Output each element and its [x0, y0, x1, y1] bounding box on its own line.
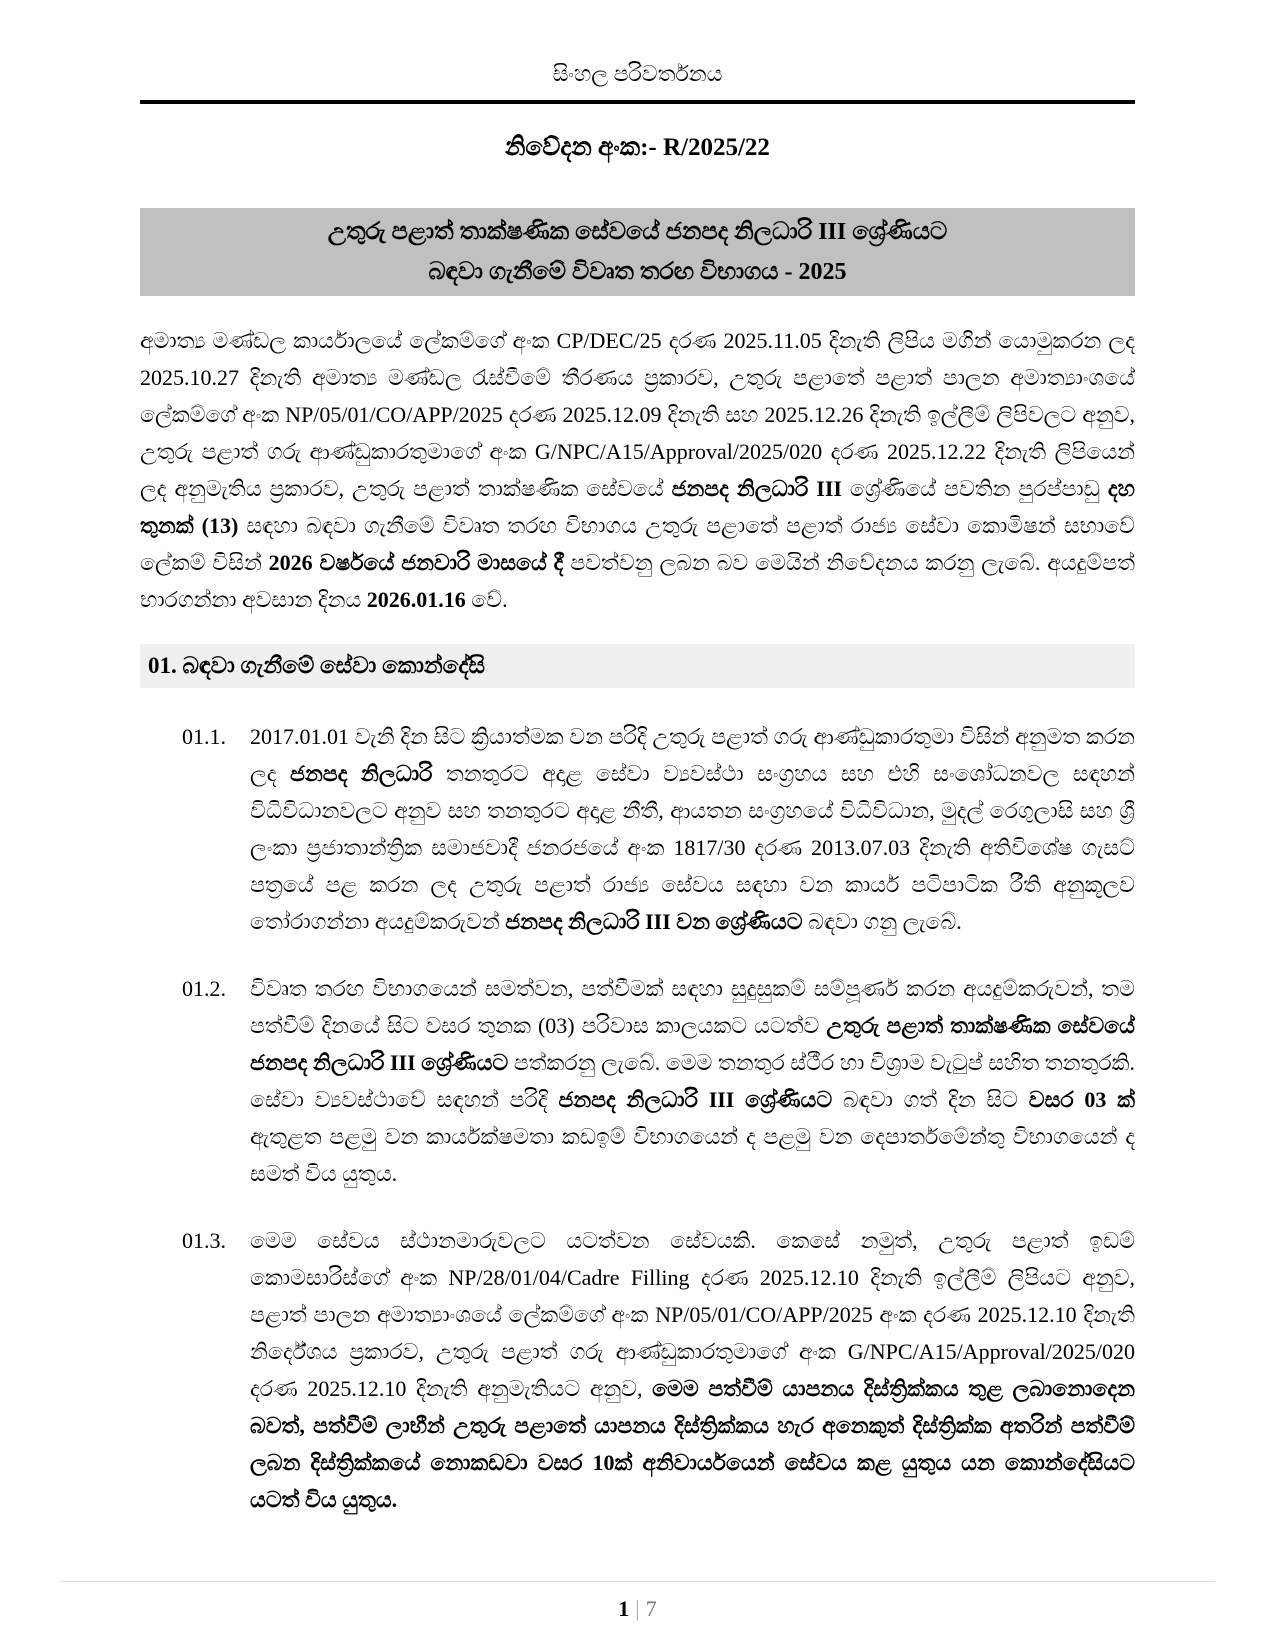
clause-number: 01.2. — [182, 976, 226, 1001]
title-line-1: උතුරු පළාත් තාක්ෂණික සේවයේ ජනපද නිලධාරි III ශ්‍රේණියට — [327, 219, 948, 245]
clause-text: 2017.01.01 වැනි දින සිට ක්‍රියාත්මක වන පරිදි උතුරු පළාත් ගරු ආණ්ඩුකාරතුමා විසින් අනුමත කරන ලද ජනපද නිලධාරි තනතුරට අදාළ සේවා ව්‍යවස්ථා සංග්‍රහය සහ එහි සංශෝධනවල සඳහන් විධිවිධානවලට අනුව සහ තනතුරට අදාළ නීතී, ආයතන සංග්‍රහයේ විධිවිධාන, මුදල් රෙගුලාසි සහ ශ්‍රී ලංකා ප්‍රජාතාන්ත්‍රික සමාජවාදී ජනරජයේ අංක 1817/30 දරණ 2013.07.03 දිනැති අතිවිශේෂ ගැසට් පත්‍රයේ පළ කරන ලද උතුරු පළාත් රාජ්‍ය සේවය සඳහා වන කාර්ය පටිපාටික රීති අනුකූලව තෝරාගන්නා අයදුම්කරුවන් ජනපද නිලධාරි III වන ශ්‍රේණියට බඳවා ගනු ලැබේ. — [250, 724, 1135, 934]
footer-divider-rule — [60, 1581, 1215, 1582]
intro-paragraph: අමාත්‍ය මණ්ඩල කාර්යාලයේ ලේකම්ගේ අංක CP/DEC/25 දරණ 2025.11.05 දිනැති ලිපිය මගින් යොමුකරන ලද 2025.10.27 දිනැති අමාත්‍ය මණ්ඩල රැස්වීමේ තීරණය ප්‍රකාරව, උතුරු පළාතේ පළාත් පාලන අමාත්‍යාංශයේ ලේකම්ගේ අංක NP/05/01/CO/APP/2025 දරණ 2025.12.09 දිනැති සහ 2025.12.26 දිනැති ඉල්ලීම් ලිපිවලට අනුව, උතුරු පළාත් ගරු ආණ්ඩුකාරතුමාගේ අංක G/NPC/A15/Approval/2025/020 දරණ 2025.12.22 දිනැති ලිපියෙන් ලද අනුමැතිය ප්‍රකාරව, උතුරු පළාත් තාක්ෂණික සේවයේ ජනපද නිලධාරි III ශ්‍රේණියේ පවතින පුරප්පාඩු දහ තුනක් (13) සඳහා බඳවා ගැනීමේ විවෘත තරඟ විභාගය උතුරු පළාතේ පළාත් රාජ්‍ය සේවා කොමිෂන් සභාවේ ලේකම් විසින් 2026 වර්ෂයේ ජනවාරි මාසයේ දී පවත්වනු ලබන බව මෙයින් නිවේදනය කරනු ලැබේ. අයදුම්පත් භාරගන්නා අවසාන දිනය 2026.01.16 වේ. — [140, 328, 1135, 612]
title-banner — [140, 208, 1135, 296]
clause-number: 01.1. — [182, 724, 226, 749]
page-number-separator: | — [635, 1596, 640, 1621]
translation-note: සිංහල පරිවර්තනය — [552, 61, 723, 86]
page-number-current: 1 — [618, 1596, 630, 1621]
section-01-heading: 01. බඳවා ගැනීමේ සේවා කොන්දේසි — [140, 644, 1135, 688]
clause-text: විවෘත තරඟ විභාගයෙන් සමත්වන, පත්වීමක් සඳහා සුදුසුකම් සම්පූර්ණ කරන අයදුම්කරුවන්, තම පත්වීම් දිනයේ සිට වසර තුනක (03) පරිවාස කාලයකට යටත්ව උතුරු පළාත් තාක්ෂණික සේවයේ ජනපද නිලධාරි III ශ්‍රේණියට පත්කරනු ලැබේ. මෙම තනතුර ස්ථීර හා විශ්‍රාම වැටුප් සහිත තනතුරකි. සේවා ව්‍යවස්ථාවේ සඳහන් පරිදි ජනපද නිලධාරි III ශ්‍රේණියට බඳවා ගත් දින සිට වසර 03 ක් ඇතුළත පළමු වන කාර්යක්ෂමතා කඩඉම් විභාගයෙන් ද පළමු වන දෙපාර්තමේන්තු විභාගයෙන් ද සමත් විය යුතුය. — [250, 976, 1136, 1186]
page-number-total: 7 — [645, 1596, 657, 1621]
title-line-2: බඳවා ගැනීමේ විවෘත තරඟ විභාගය - 2025 — [428, 259, 847, 285]
clause-item-01-1 — [140, 718, 1135, 940]
clause-text: මෙම සේවය ස්ථානමාරුවලට යටත්වන සේවයකි. කෙසේ නමුත්, උතුරු පළාත් ඉඩම් කොමසාරිස්ගේ අංක NP/28/01/04/Cadre Filling දරණ 2025.12.10 දිනැති ඉල්ලීම් ලිපියට අනුව, පළාත් පාලන අමාත්‍යාංශයේ ලේකම්ගේ අංක NP/05/01/CO/APP/2025 අංක දරණ 2025.12.10 දිනැති නිර්දේශය ප්‍රකාරව, උතුරු පළාත් ගරු ආණ්ඩුකාරතුමාගේ අංක G/NPC/A15/Approval/2025/020 දරණ 2025.12.10 දිනැති අනුමැතියට අනුව, මෙම පත්වීම් යාපනය දිස්ත්‍රික්කය තුළ ලබානොදෙන බවත්, පත්වීම් ලාභීන් උතුරු පළාතේ යාපනය දිස්ත්‍රික්කය හැර අනෙකුත් දිස්ත්‍රික්ක අතරින් පත්වීම් ලබන දිස්ත්‍රික්කයේ නොකඩවා වසර 10ක් අනිවාර්යයෙන් සේවය කළ යුතුය යන කොන්දේසියට යටත් විය යුතුය. — [250, 1228, 1135, 1512]
clause-item-01-2 — [140, 970, 1135, 1192]
page-number — [0, 1596, 1275, 1622]
notice-number: නිවේදන අංක:- R/2025/22 — [505, 134, 770, 161]
clause-number: 01.3. — [182, 1228, 226, 1253]
header-divider-rule — [140, 100, 1135, 104]
page-footer — [0, 1581, 1275, 1622]
clause-item-01-3 — [140, 1222, 1135, 1518]
